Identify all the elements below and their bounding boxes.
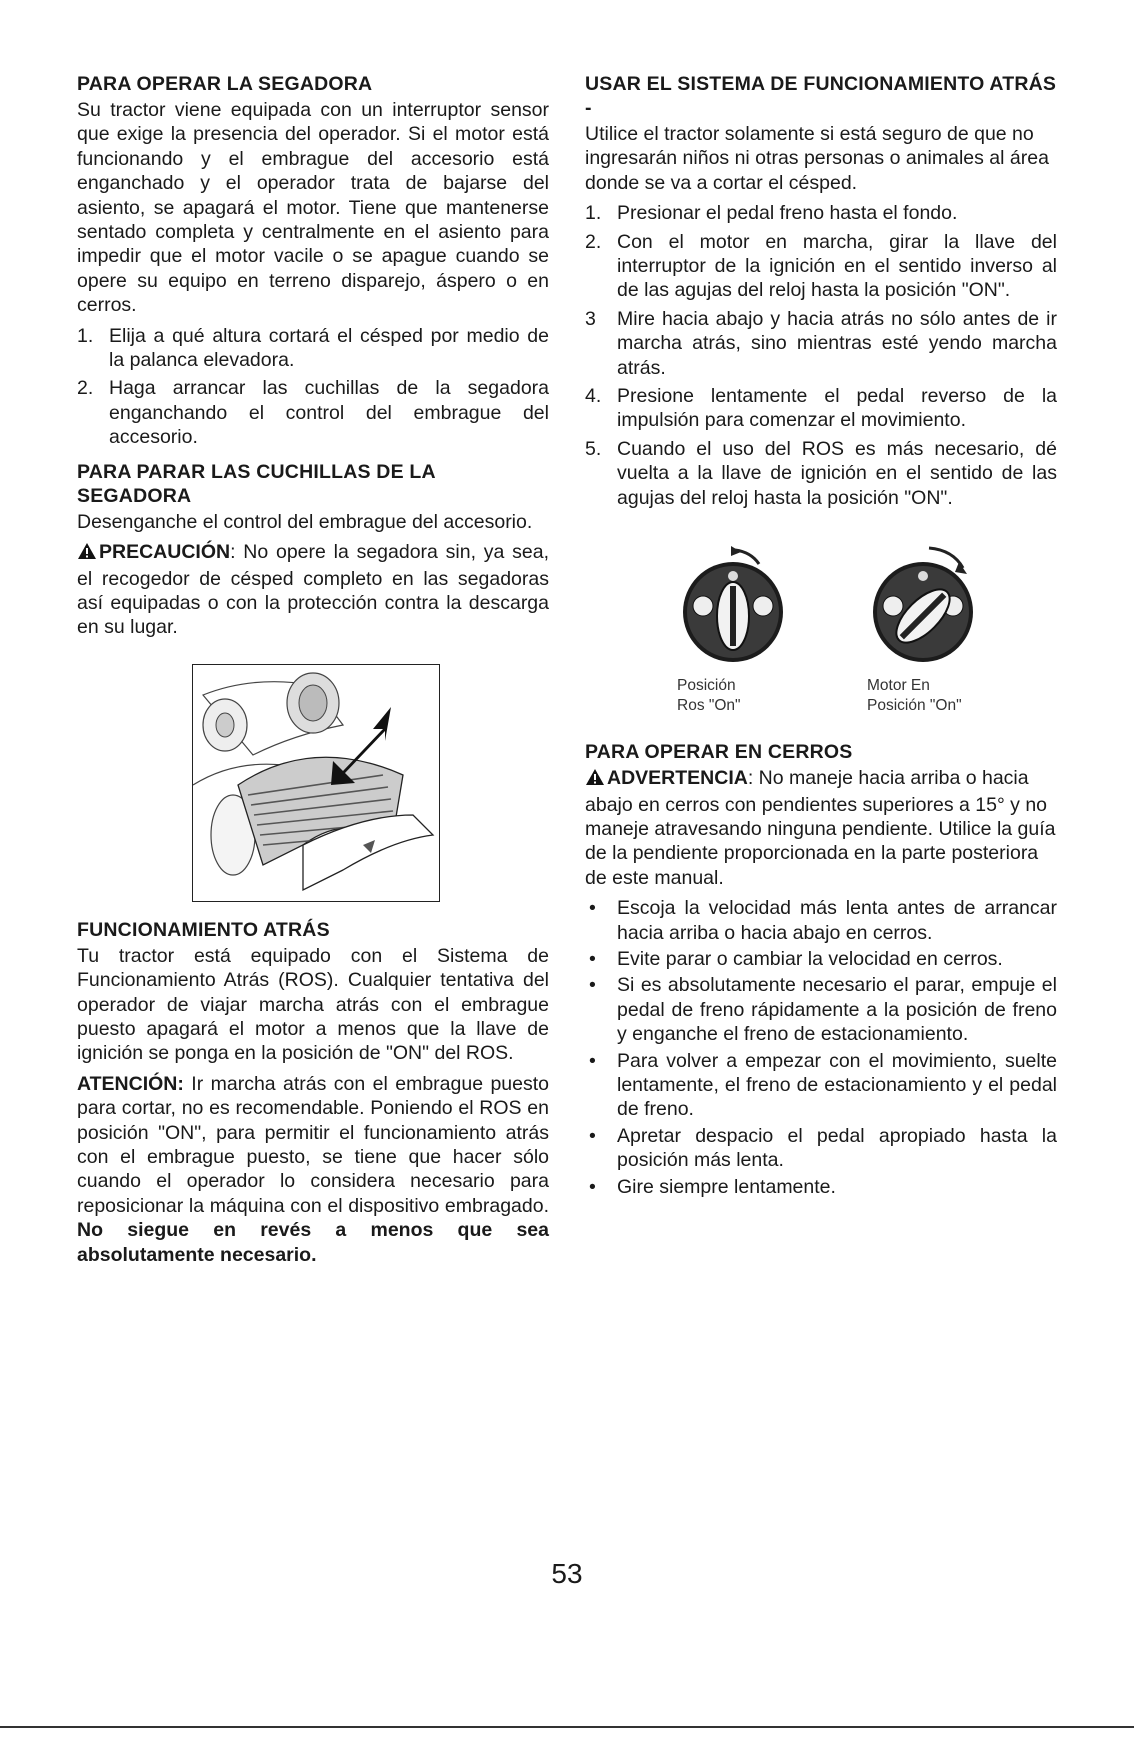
list-item: 1. Elija a qué altura cortará el césped por medio de la palanca elevadora. <box>77 324 549 372</box>
warning-label: ADVERTENCIA <box>607 767 748 790</box>
list-item: 4. Presione lentamente el pedal reverso de la impulsión para comenzar el movimiento. <box>585 385 1057 432</box>
paragraph-operar: Su tractor viene equipada con un interruptor sensor que exige la presencia del operador. Si el motor está funcionando y el embrague del accesorio está enganchado y el operador trata de bajarse del asiento, se apagará el motor. Tiene que mantenerse sentado completa y centralmente en el asiento para impedir que el motor vacile o se apague cuando se opere su equipo en terreno disparejo, áspero o en cerros. <box>77 99 549 317</box>
ignition-key-diagrams <box>673 540 983 716</box>
right-column <box>585 72 1057 1201</box>
list-item: 1. Presionar el pedal freno hasta el fondo. <box>585 202 958 225</box>
list-item: • Si es absolutamente necesario el parar, empuje el pedal de freno rápidamente a la posición de freno y enganche el freno de estacionamiento. <box>589 974 1057 1046</box>
caution-paragraph <box>77 540 549 640</box>
key-caption-ros: Posición Ros "On" <box>677 677 741 715</box>
list-item: 3 Mire hacia abajo y hacia atrás no sólo antes de ir marcha atrás, sino mientras esté yendo marcha atrás. <box>585 307 1057 379</box>
list-item: • Escoja la velocidad más lenta antes de arrancar hacia arriba o hacia abajo en cerros. <box>589 897 1057 944</box>
left-column <box>77 72 549 1273</box>
ros-on-key-diagram <box>673 540 793 716</box>
list-item: • Gire siempre lentamente. <box>589 1175 836 1198</box>
steps-usar <box>585 201 1057 510</box>
mower-deck-illustration <box>192 664 440 902</box>
section-title-cerros: PARA OPERAR EN CERROS <box>585 741 853 764</box>
section-title-operar: PARA OPERAR LA SEGADORA <box>77 73 373 95</box>
section-title-parar: PARA PARAR LAS CUCHILLAS DE LA SEGADORA <box>77 460 436 507</box>
attention-label: ATENCIÓN: <box>77 1072 184 1095</box>
motor-on-key-diagram <box>863 540 983 716</box>
section-title-atras: FUNCIONAMIENTO ATRÁS <box>77 918 330 941</box>
hill-safety-list <box>585 896 1057 1199</box>
paragraph-atras: Tu tractor está equipado con el Sistema de Funcionamiento Atrás (ROS). Cualquier tentativa del operador de viajar marcha atrás con el embrague puesto apagará el motor a menos que la llave de ignición se ponga en la posición de "ON" del ROS. <box>77 944 549 1065</box>
list-item: • Para volver a empezar con el movimiento, suelte lentamente, el freno de estacionamiento y el pedal de freno. <box>589 1049 1057 1121</box>
attention-bold-text: No siegue en revés a menos que sea absolutamente necesario. <box>77 1219 549 1266</box>
bottom-divider <box>0 1726 1134 1728</box>
warning-triangle-icon <box>77 542 97 566</box>
list-item: 2. Con el motor en marcha, girar la llave del interruptor de la ignición en el sentido inverso al de las agujas del reloj hasta la posición "ON". <box>585 230 1057 302</box>
list-item: 2. Haga arrancar las cuchillas de la segadora enganchando el control del embrague del accesorio. <box>77 377 549 449</box>
key-caption-motor: Motor En Posición "On" <box>867 677 962 715</box>
warning-paragraph <box>585 766 1057 890</box>
list-item: • Evite parar o cambiar la velocidad en cerros. <box>589 947 1003 970</box>
attention-paragraph <box>77 1072 549 1267</box>
list-item: 5. Cuando el uso del ROS es más necesario, dé vuelta a la llave de ignición en el sentido de las agujas del reloj hasta la posición "ON". <box>585 437 1057 509</box>
ignition-switch-icon <box>863 540 983 670</box>
warning-triangle-icon <box>585 768 605 792</box>
warning-text: : No maneje hacia arriba o hacia abajo en cerros con pendientes superiores a 15° y no maneje atravesando ninguna pendiente. Utilice la guía de la pendiente proporcionada en la parte posteriora de este manual. <box>585 767 1056 889</box>
paragraph-usar: Utilice el tractor solamente si está seguro de que no ingresarán niños ni otras personas o animales al área donde se va a cortar el césped. <box>585 123 1049 194</box>
section-title-usar: USAR EL SISTEMA DE FUNCIONAMIENTO ATRÁS - <box>585 73 1057 119</box>
mower-chute-drawing <box>193 665 439 901</box>
caution-text: : No opere la segadora sin, ya sea, el recogedor de césped completo en las segadoras así equipadas o con la protección contra la descarga en su lugar. <box>77 541 549 639</box>
list-item: • Apretar despacio el pedal apropiado hasta la posición más lenta. <box>589 1124 1057 1172</box>
caution-label: PRECAUCIÓN <box>99 541 231 564</box>
ignition-switch-icon <box>673 540 793 670</box>
attention-text: Ir marcha atrás con el embrague puesto para cortar, no es recomendable. Poniendo el ROS en posición "ON", para permitir el funcionamiento atrás con el embrague puesto, se tiene que hacer sólo cuando el operador lo considera necesario para reposicionar la máquina con el dispositivo embragado. <box>77 1072 549 1217</box>
steps-operar <box>77 324 549 450</box>
paragraph-parar: Desenganche el control del embrague del accesorio. <box>77 510 533 533</box>
page-number: 53 <box>551 1558 583 1589</box>
